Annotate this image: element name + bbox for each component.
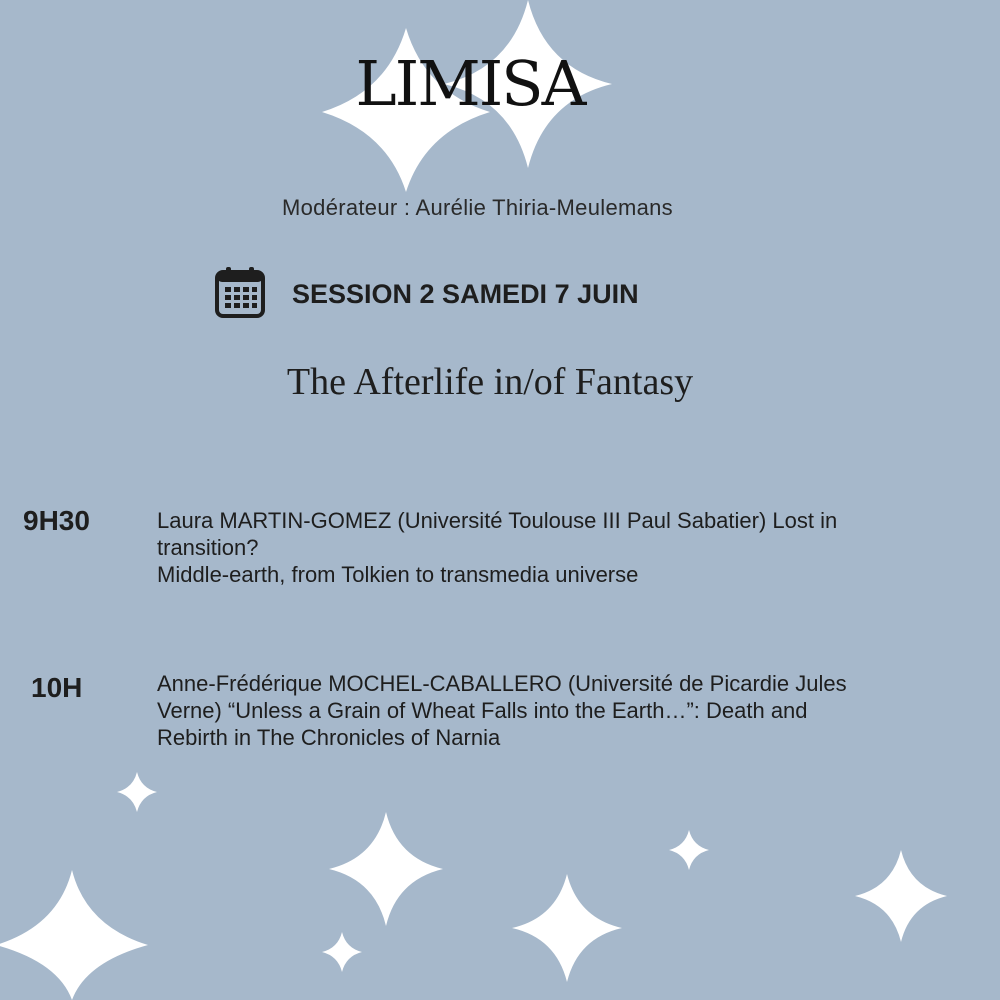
calendar-icon bbox=[214, 265, 266, 319]
talk-line: Anne-Frédérique MOCHEL-CABALLERO (Université de Picardie Jules bbox=[157, 671, 847, 696]
sparkle-star-icon bbox=[322, 932, 362, 972]
talk-line: transition? bbox=[157, 535, 259, 560]
time-slot: 9H30 bbox=[23, 505, 90, 536]
sparkle-star-icon bbox=[0, 870, 148, 1000]
sparkle-star-icon bbox=[855, 850, 947, 942]
talk-line: Rebirth in The Chronicles of Narnia bbox=[157, 725, 501, 750]
limisa-logo: LIMISA bbox=[355, 47, 585, 120]
sparkle-star-icon bbox=[669, 830, 709, 870]
talk-line: Verne) “Unless a Grain of Wheat Falls into the Earth…”: Death and bbox=[157, 698, 808, 723]
session-header bbox=[214, 265, 774, 321]
talk-description bbox=[157, 507, 957, 588]
talk-line: Laura MARTIN-GOMEZ (Université Toulouse III Paul Sabatier) Lost in bbox=[157, 508, 838, 533]
sparkle-star-icon bbox=[117, 772, 157, 812]
talk-description bbox=[157, 670, 957, 751]
time-slot: 10H bbox=[31, 672, 83, 703]
sparkle-star-icon bbox=[329, 812, 443, 926]
moderator-line: Modérateur : Aurélie Thiria-Meulemans bbox=[282, 195, 673, 220]
session-subtitle: The Afterlife in/of Fantasy bbox=[286, 361, 694, 403]
talk-line: Middle-earth, from Tolkien to transmedia universe bbox=[157, 562, 639, 587]
session-title: SESSION 2 SAMEDI 7 JUIN bbox=[292, 279, 639, 309]
sparkle-star-icon bbox=[512, 874, 622, 982]
